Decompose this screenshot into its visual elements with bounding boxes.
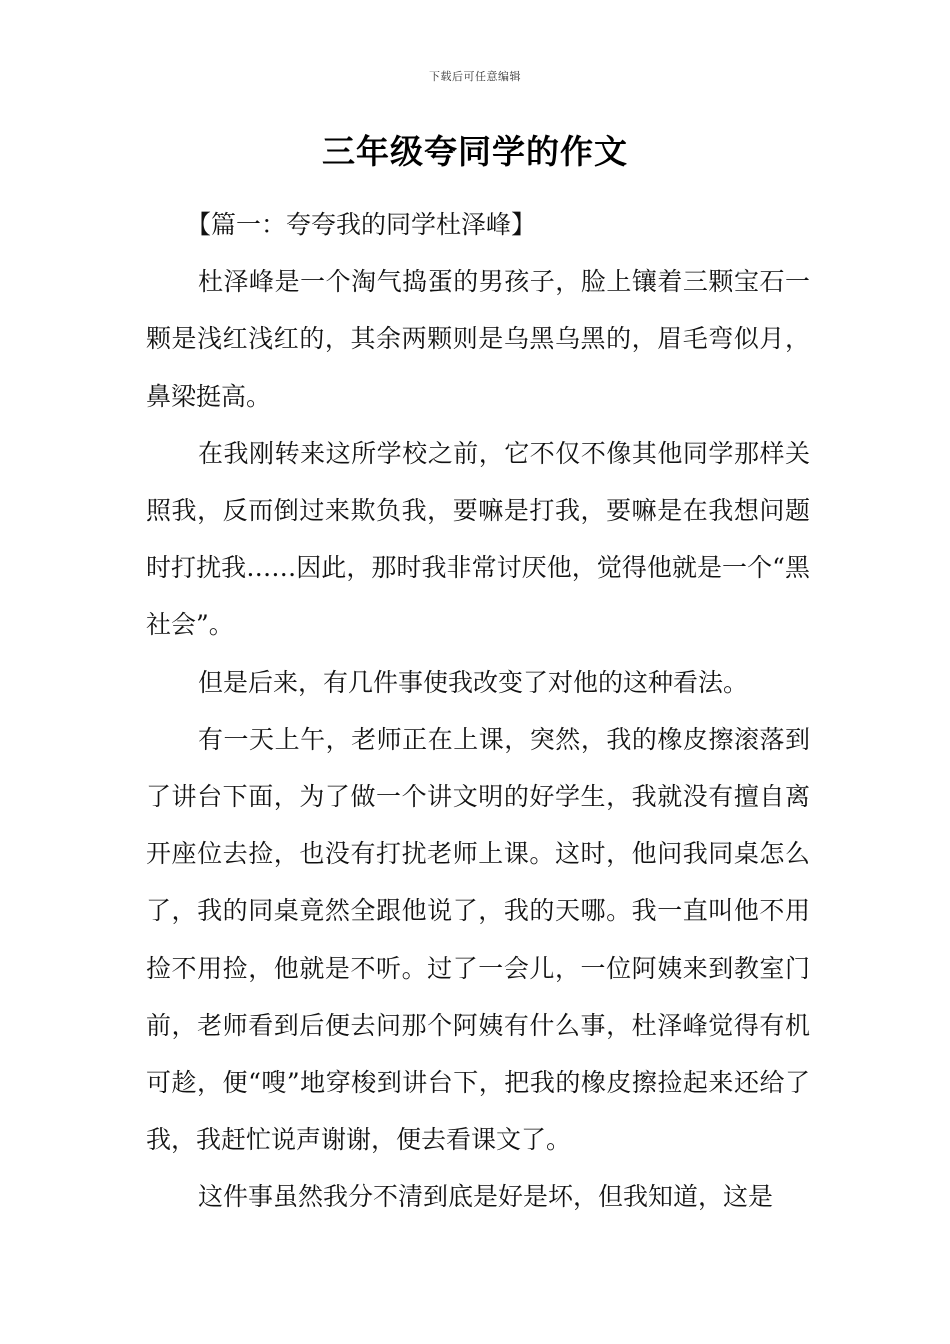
- section-heading: 【篇一：夸夸我的同学杜泽峰】: [186, 210, 537, 239]
- paragraph: 杜泽峰是一个淘气捣蛋的男孩子，脸上镶着三颗宝石一颗是浅红浅红的，其余两颗则是乌黑乌黑的，眉毛弯似月，鼻梁挺高。: [146, 267, 810, 411]
- paragraph: 这件事虽然我分不清到底是好是坏，但我知道，这是: [198, 1182, 774, 1212]
- document-title: 三年级夸同学的作文: [322, 132, 628, 171]
- document-body: [146, 196, 810, 1226]
- paragraph: 但是后来，有几件事使我改变了对他的这种看法。: [198, 667, 749, 697]
- paragraph: 在我刚转来这所学校之前，它不仅不像其他同学那样关照我，反而倒过来欺负我，要嘛是打我，要嘛是在我想问题时打扰我……因此，那时我非常讨厌他，觉得他就是一个“黑社会”。: [146, 438, 810, 640]
- header-note: 下载后可任意编辑: [429, 70, 521, 83]
- paragraph: 有一天上午，老师正在上课，突然，我的橡皮擦滚落到了讲台下面，为了做一个讲文明的好学生，我就没有擅自离开座位去捡，也没有打扰老师上课。这时，他问我同桌怎么了，我的同桌竟然全跟他说了，我的天哪。我一直叫他不用捡不用捡，他就是不听。过了一会儿，一位阿姨来到教室门前，老师看到后便去问那个阿姨有什么事，杜泽峰觉得有机可趁，便“嗖”地穿梭到讲台下，把我的橡皮擦捡起来还给了我，我赶忙说声谢谢，便去看课文了。: [146, 724, 810, 1155]
